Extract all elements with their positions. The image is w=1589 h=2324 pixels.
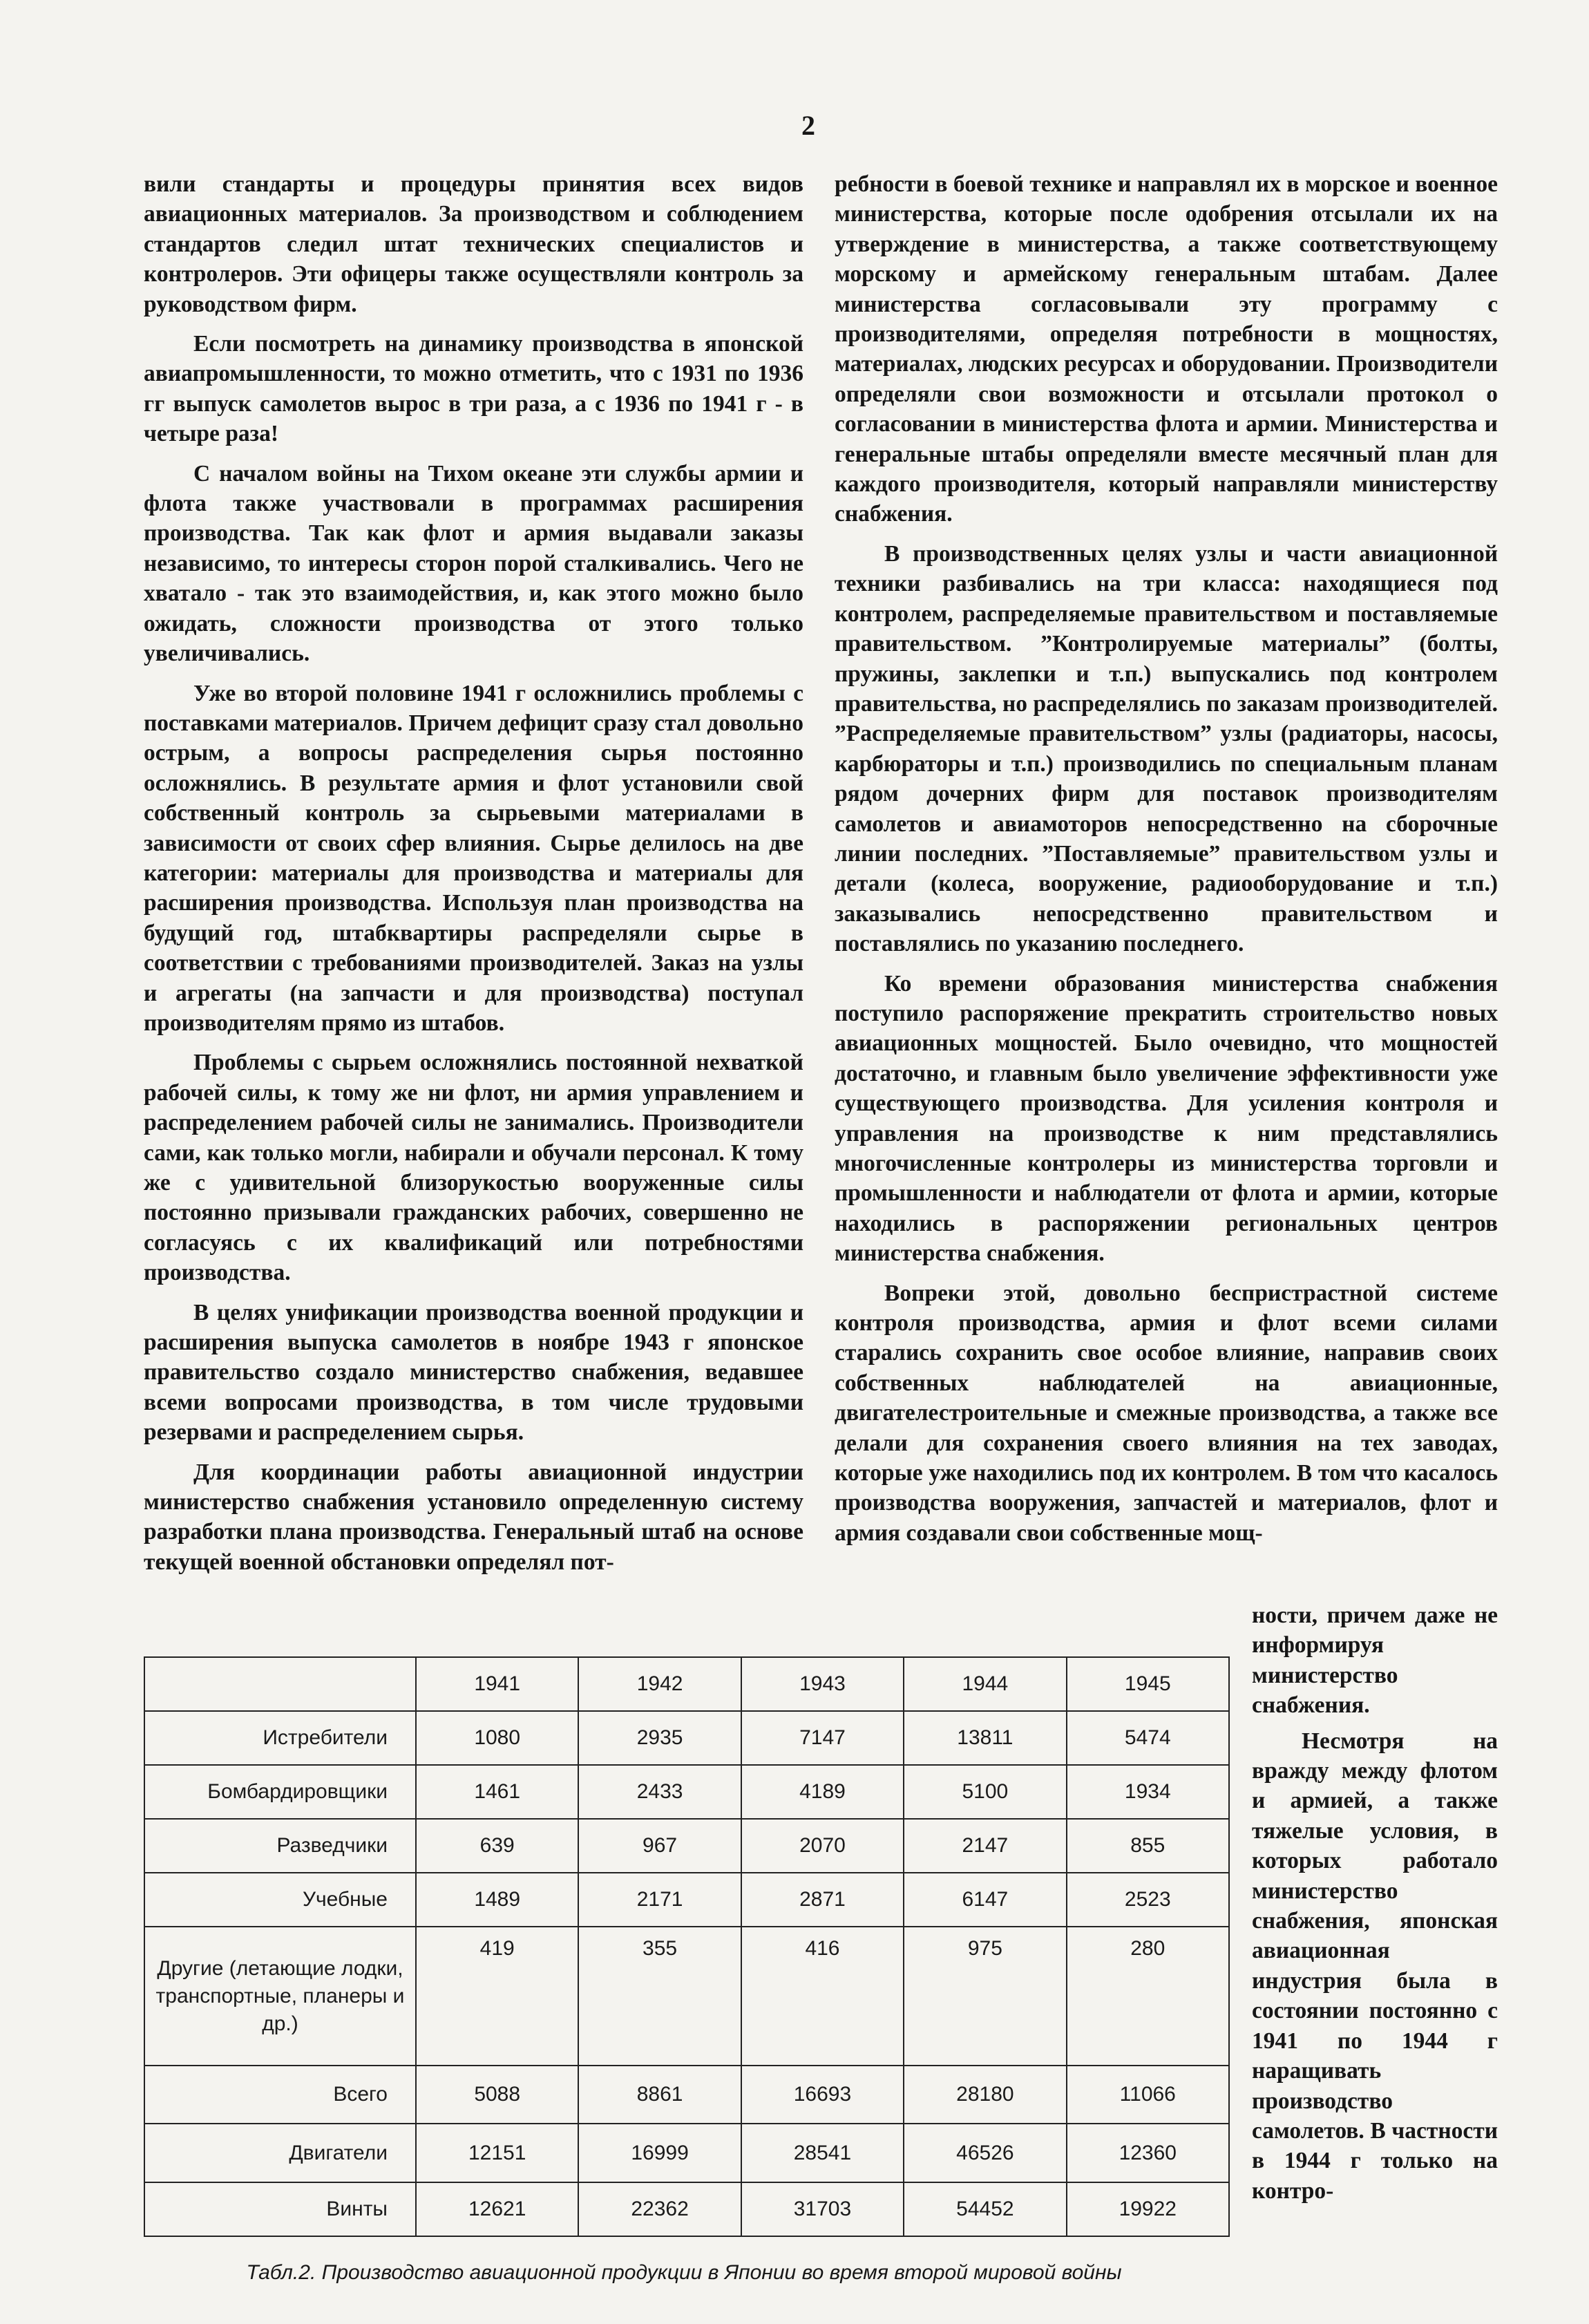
value-cell: 2523 (1067, 1873, 1229, 1927)
value-cell: 5474 (1067, 1711, 1229, 1765)
table-row (144, 2124, 1229, 2182)
right-column-paragraph: Вопреки этой, довольно беспристрастной системе контроля производства, армия и флот всеми силами старались сохранить свое особое влияние, направив своих собственных наблюдателей на авиационные, двигателестроительные и смежные производства, а также все делали для сохранения своего влияния на тех заводах, которые уже находились под их контролем. В том что касалось производства вооружения, запчастей и материалов, флот и армия создавали свои собственные мощ- (835, 1280, 1498, 1546)
value-cell: 1461 (416, 1765, 578, 1819)
left-column-paragraph: Для координации работы авиационной индустрии министерство снабжения установило определенную систему разработки плана производства. Генеральный штаб на основе текущей военной обстановки определял пот- (144, 1459, 803, 1575)
table-row (144, 1873, 1229, 1927)
value-cell: 8861 (578, 2066, 741, 2124)
value-cell: 416 (741, 1927, 904, 2066)
row-label-cell: Бомбардировщики (144, 1765, 416, 1819)
value-cell: 419 (416, 1927, 578, 2066)
value-cell: 2871 (741, 1873, 904, 1927)
table-corner-cell (144, 1657, 416, 1711)
table-row (144, 1927, 1229, 2066)
value-cell: 28180 (904, 2066, 1066, 2124)
production-table (144, 1656, 1230, 2237)
row-label-cell: Разведчики (144, 1819, 416, 1873)
value-cell: 2433 (578, 1765, 741, 1819)
value-cell: 13811 (904, 1711, 1066, 1765)
left-column-paragraph: С началом войны на Тихом океане эти службы армии и флота также участвовали в программах расширения производства. Так как флот и армия выдавали заказы независимо, то интересы сторон порой сталкивались. Чего не хватало - так это взаимодействия, и, как этого можно было ожидать, сложности производства от этого только увеличивались. (144, 460, 803, 667)
right-column-paragraph: В производственных целях узлы и части авиационной техники разбивались на три класса: находящиеся под контролем, распределяемые правительством и поставляемые правительством. ”Контролируемые материалы” (болты, пружины, заклепки и т.п.) выпускались под контролем правительства, но распределялись по заказам производителей. ”Распределяемые правительством” узлы (радиаторы, насосы, карбюраторы и т.п.) производились по специальным планам рядом дочерних фирм для поставок производителям самолетов и авиамоторов непосредственно на сборочные линии последних. ”Поставляемые” правительством узлы и детали (колеса, вооружение, радиооборудование и т.п.) заказывались непосредственно правительством и поставлялись по указанию последнего. (835, 540, 1498, 957)
value-cell: 16999 (578, 2124, 741, 2182)
row-label-cell: Учебные (144, 1873, 416, 1927)
value-cell: 11066 (1067, 2066, 1229, 2124)
value-cell: 16693 (741, 2066, 904, 2124)
left-column-paragraph: Если посмотреть на динамику производства в японской авиапромышленности, то можно отметить, что с 1931 по 1936 гг выпуск самолетов вырос в три раза, а с 1936 по 1941 г - в четыре раза! (144, 331, 803, 447)
left-column-paragraph: В целях унификации производства военной продукции и расширения выпуска самолетов в ноябре 1943 г японское правительство создало министерство снабжения, ведавшее всеми вопросами производства, в том числе трудовыми резервами и распределением сырья. (144, 1299, 803, 1446)
year-header-cell: 1941 (416, 1657, 578, 1711)
table-caption: Табл.2. Производство авиационной продукции в Японии во время второй мировой войны (246, 2261, 1122, 2284)
value-cell: 1080 (416, 1711, 578, 1765)
left-column-paragraph: вили стандарты и процедуры принятия всех видов авиационных материалов. За производством и соблюдением стандартов следил штат технических специалистов и контролеров. Эти офицеры также осуществляли контроль за руководством фирм. (144, 171, 803, 317)
value-cell: 2147 (904, 1819, 1066, 1873)
right-column-paragraph: Ко времени образования министерства снабжения поступило распоряжение прекратить строительство новых авиационных мощностей. Было очевидно, что мощностей достаточно, и главным было увеличение эффективности уже существующего производства. Для усиления контроля и управления на производстве к ним представлялись многочисленные контролеры из министерства торговли и промышленности и наблюдатели от флота и армии, которые находились в распоряжении региональных центров министерства снабжения. (835, 970, 1498, 1267)
row-label-cell: Двигатели (144, 2124, 416, 2182)
value-cell: 19922 (1067, 2182, 1229, 2236)
value-cell: 5100 (904, 1765, 1066, 1819)
value-cell: 7147 (741, 1711, 904, 1765)
value-cell: 12151 (416, 2124, 578, 2182)
value-cell: 6147 (904, 1873, 1066, 1927)
value-cell: 12360 (1067, 2124, 1229, 2182)
year-header-cell: 1942 (578, 1657, 741, 1711)
row-label-cell: Другие (летающие лодки, транспортные, планеры и др.) (144, 1927, 416, 2066)
value-cell: 54452 (904, 2182, 1066, 2236)
value-cell: 31703 (741, 2182, 904, 2236)
narrow-text-column (1252, 1600, 1498, 2206)
left-text-column (144, 169, 803, 1587)
value-cell: 46526 (904, 2124, 1066, 2182)
right-text-column (835, 169, 1498, 1558)
table-row (144, 1711, 1229, 1765)
row-label-cell: Всего (144, 2066, 416, 2124)
table-row (144, 1819, 1229, 1873)
left-column-paragraph: Уже во второй половине 1941 г осложнились проблемы с поставками материалов. Причем дефицит сразу стал довольно острым, а вопросы распределения сырья постоянно осложнялись. В результате армия и флот установили свой собственный контроль за сырьевыми материалами в зависимости от своих сфер влияния. Сырье делилось на две категории: материалы для производства и материалы для расширения производства. Используя план производства на будущий год, штабквартиры распределяли сырье в соответствии с требованиями производителей. Заказ на узлы и агрегаты (на запчасти и для производства) поступал производителям прямо из штабов. (144, 680, 803, 1036)
value-cell: 855 (1067, 1819, 1229, 1873)
year-header-cell: 1943 (741, 1657, 904, 1711)
value-cell: 22362 (578, 2182, 741, 2236)
row-label-cell: Истребители (144, 1711, 416, 1765)
value-cell: 2935 (578, 1711, 741, 1765)
right-column-paragraph: ребности в боевой технике и направлял их в морское и военное министерства, которые после одобрения отсылали их на утверждение в министерства, а также соответствующему морскому и армейскому генеральным штабам. Далее министерства согласовывали эту программу с производителями, определяя потребности в мощностях, материалах, людских ресурсах и оборудовании. Производители определяли свои возможности и отсылали протокол о согласовании в министерства флота и армии. Министерства и генеральные штабы определяли вместе месячный план для каждого производителя, который направляли министерству снабжения. (835, 171, 1498, 527)
value-cell: 1489 (416, 1873, 578, 1927)
row-label-cell: Винты (144, 2182, 416, 2236)
value-cell: 5088 (416, 2066, 578, 2124)
narrow-column-paragraph: ности, причем даже не информируя министерство снабжения. (1252, 1603, 1498, 1719)
value-cell: 639 (416, 1819, 578, 1873)
value-cell: 28541 (741, 2124, 904, 2182)
value-cell: 280 (1067, 1927, 1229, 2066)
table-row (144, 2182, 1229, 2236)
value-cell: 12621 (416, 2182, 578, 2236)
value-cell: 2070 (741, 1819, 904, 1873)
value-cell: 4189 (741, 1765, 904, 1819)
page-number: 2 (801, 110, 815, 141)
left-column-paragraph: Проблемы с сырьем осложнялись постоянной нехваткой рабочей силы, к тому же ни флот, ни армия управлением и распределением рабочей силы не занимались. Производители сами, как только могли, набирали и обучали персонал. К тому же с удивительной близорукостью вооруженные силы постоянно призывали гражданских рабочих, совершенно не согласуясь с их квалификаций или потребностями производства. (144, 1050, 803, 1286)
year-header-cell: 1944 (904, 1657, 1066, 1711)
table-header-row (144, 1657, 1229, 1711)
value-cell: 2171 (578, 1873, 741, 1927)
table-row (144, 1765, 1229, 1819)
value-cell: 1934 (1067, 1765, 1229, 1819)
narrow-column-paragraph: Несмотря на вражду между флотом и армией, а также тяжелые условия, в которых работало министерство снабжения, японская авиационная индустрия была в состоянии постоянно с 1941 по 1944 г наращивать производство самолетов. В частности в 1944 г только на контро- (1252, 1728, 1498, 2204)
value-cell: 975 (904, 1927, 1066, 2066)
value-cell: 967 (578, 1819, 741, 1873)
table-row (144, 2066, 1229, 2124)
value-cell: 355 (578, 1927, 741, 2066)
year-header-cell: 1945 (1067, 1657, 1229, 1711)
